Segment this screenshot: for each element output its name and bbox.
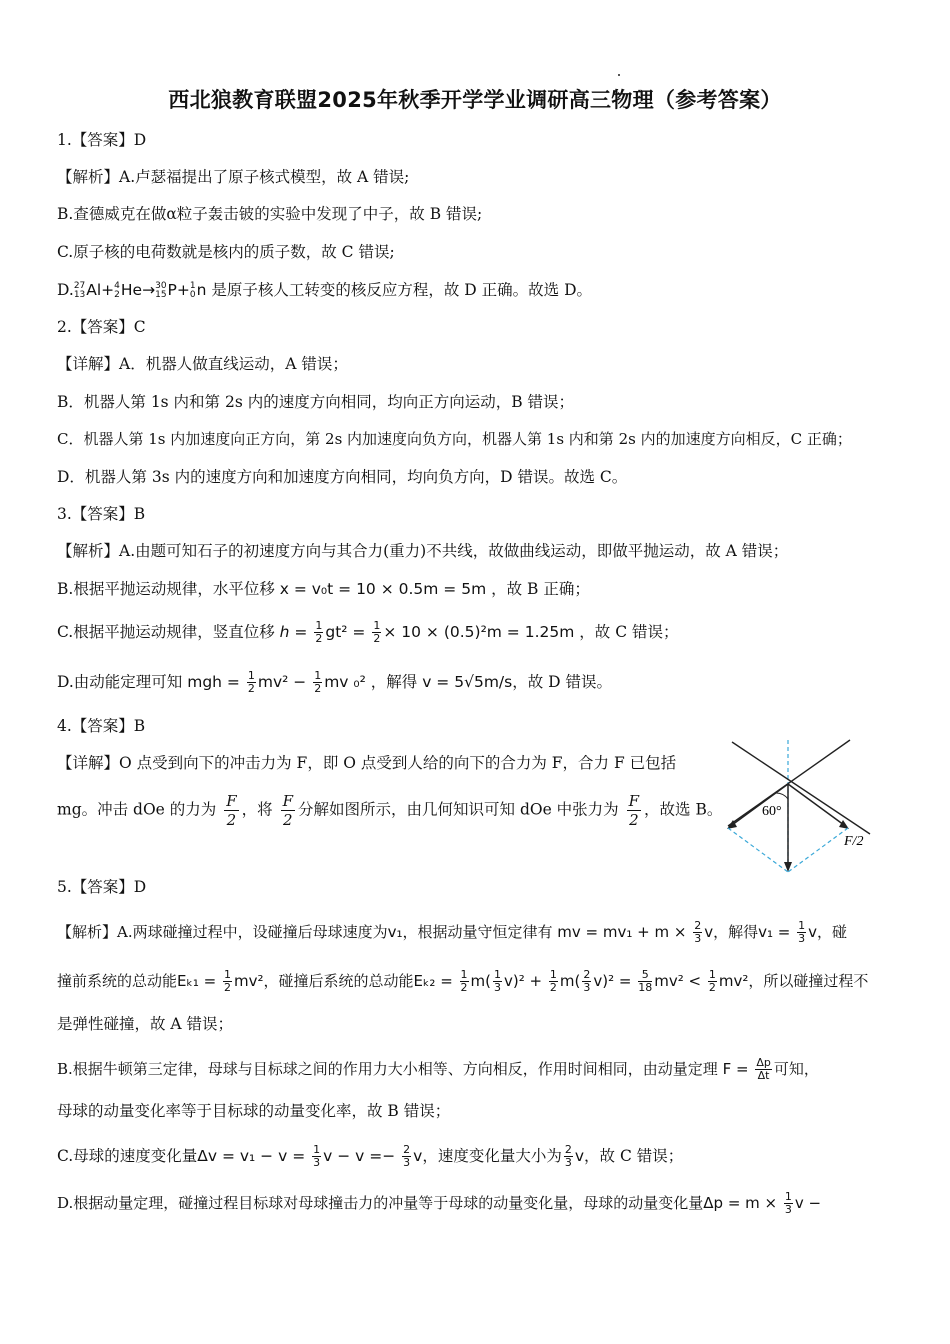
q1-analysis-a: 【解析】A.卢瑟福提出了原子核式模型，故 A 错误; bbox=[57, 168, 410, 186]
q4-answer: 4.【答案】B bbox=[57, 717, 146, 735]
q5-analysis-a2: 撞前系统的总动能Eₖ₁ = $\frac{1}{2}$ mv²，碰撞后系统的总动能Eₖ₂ = $\frac{1}{2}$ m( $\frac{1}{3}$ v)² + $\frac{1}{2}$ m( $\frac{2}{3}$ v)² = $\frac{5}{18}$ mv² < $\frac{1}{2}$ mv²，所以碰撞过程不 bbox=[57, 968, 869, 994]
q2-answer: 2.【答案】C bbox=[57, 318, 146, 336]
q5-analysis-a3: 是弹性碰撞，故 A 错误； bbox=[57, 1015, 234, 1033]
q2-detail-a: 【详解】A．机器人做直线运动，A 错误； bbox=[57, 355, 348, 373]
angle-arc bbox=[776, 793, 788, 799]
rope-line-left bbox=[732, 742, 870, 834]
parallelogram-left bbox=[728, 828, 788, 872]
q3-analysis-b: B.根据平抛运动规律，水平位移 x = v₀t = 10 × 0.5m = 5m ，故 B 正确； bbox=[57, 580, 590, 598]
q2-detail-b: B．机器人第 1s 内和第 2s 内的速度方向相同，均向正方向运动，B 错误； bbox=[57, 393, 575, 411]
component-label: F/2 bbox=[844, 834, 864, 849]
q1-analysis-d: D. 27 13 Al+ 4 2 He→ 30 15 P+ 1 0 n 是原子核人工转变的核反应方程，故 D 正确。故选 D。 bbox=[57, 280, 593, 300]
q1-analysis-c: C.原子核的电荷数就是核内的质子数，故 C 错误; bbox=[57, 243, 395, 261]
q5-answer: 5.【答案】D bbox=[57, 878, 147, 896]
q3-answer: 3.【答案】B bbox=[57, 505, 146, 523]
q5-analysis-d: D.根据动量定理，碰撞过程目标球对母球撞击力的冲量等于母球的动量变化量，母球的动量变化量Δp = m × $\frac{1}{3}$ v − bbox=[57, 1190, 822, 1216]
q2-detail-d: D．机器人第 3s 内的速度方向和加速度方向相同，均向负方向，D 错误。故选 C。 bbox=[57, 468, 628, 486]
q5-analysis-b2: 母球的动量变化率等于目标球的动量变化率，故 B 错误； bbox=[57, 1102, 451, 1120]
page-title: 西北狼教育联盟2025年秋季开学学业调研高三物理（参考答案） bbox=[168, 88, 782, 112]
q3-analysis-a: 【解析】A.由题可知石子的初速度方向与其合力(重力)不共线，故做曲线运动，即做平抛运动，故 A 错误； bbox=[57, 542, 789, 560]
q4-detail-1: 【详解】O 点受到向下的冲击力为 F，即 O 点受到人给的向下的合力为 F，合力 F 已包括 bbox=[57, 754, 677, 772]
component-right-arrow bbox=[788, 784, 844, 825]
q5-analysis-b1: B.根据牛顿第三定律，母球与目标球之间的作用力大小相等、方向相反，作用时间相同，由动量定理 F = $\frac{\Delta p}{\Delta t}$ 可知， bbox=[57, 1056, 819, 1082]
q1-analysis-b: B.查德威克在做α粒子轰击铍的实验中发现了中子，故 B 错误; bbox=[57, 205, 483, 223]
q4-detail-2: mg。冲击 dOe 的力为 $\frac{F}{2}$ ，将 $\frac{F}{2}$ 分解如图所示，由几何知识可知 dOe 中张力为 $\frac{F}{2}$ ，故选 B。 bbox=[57, 792, 723, 829]
q5-analysis-a1: 【解析】A.两球碰撞过程中，设碰撞后母球速度为v₁，根据动量守恒定律有 mv = mv₁ + m × $\frac{2}{3}$ v，解得v₁ = $\frac{1}{3}$ v，碰 bbox=[57, 919, 848, 945]
rope-line-right bbox=[728, 740, 850, 826]
stray-dot bbox=[618, 74, 620, 76]
q3-analysis-c: C.根据平抛运动规律，竖直位移 h = $\frac{1}{2}$ gt² = $\frac{1}{2}$ × 10 × (0.5)²m = 1.25m ，故 C 错误； bbox=[57, 619, 679, 645]
q3-analysis-d: D.由动能定理可知 mgh = $\frac{1}{2}$ mv² − $\frac{1}{2}$ mv ₀² ，解得 v = 5√5m/s，故 D 错误。 bbox=[57, 669, 613, 695]
parallelogram-right bbox=[788, 828, 848, 872]
q1-answer: 1.【答案】D bbox=[57, 131, 147, 149]
angle-label: 60° bbox=[762, 804, 782, 819]
q2-detail-c: C．机器人第 1s 内加速度向正方向，第 2s 内加速度向负方向，机器人第 1s 内和第 2s 内的加速度方向相反，C 正确； bbox=[57, 430, 852, 448]
q5-analysis-c: C.母球的速度变化量Δv = v₁ − v = $\frac{1}{3}$ v − v =− $\frac{2}{3}$ v，速度变化量大小为 $\frac{2}{3}$ v，故 C 错误； bbox=[57, 1143, 684, 1169]
force-decomposition-figure bbox=[718, 732, 878, 877]
